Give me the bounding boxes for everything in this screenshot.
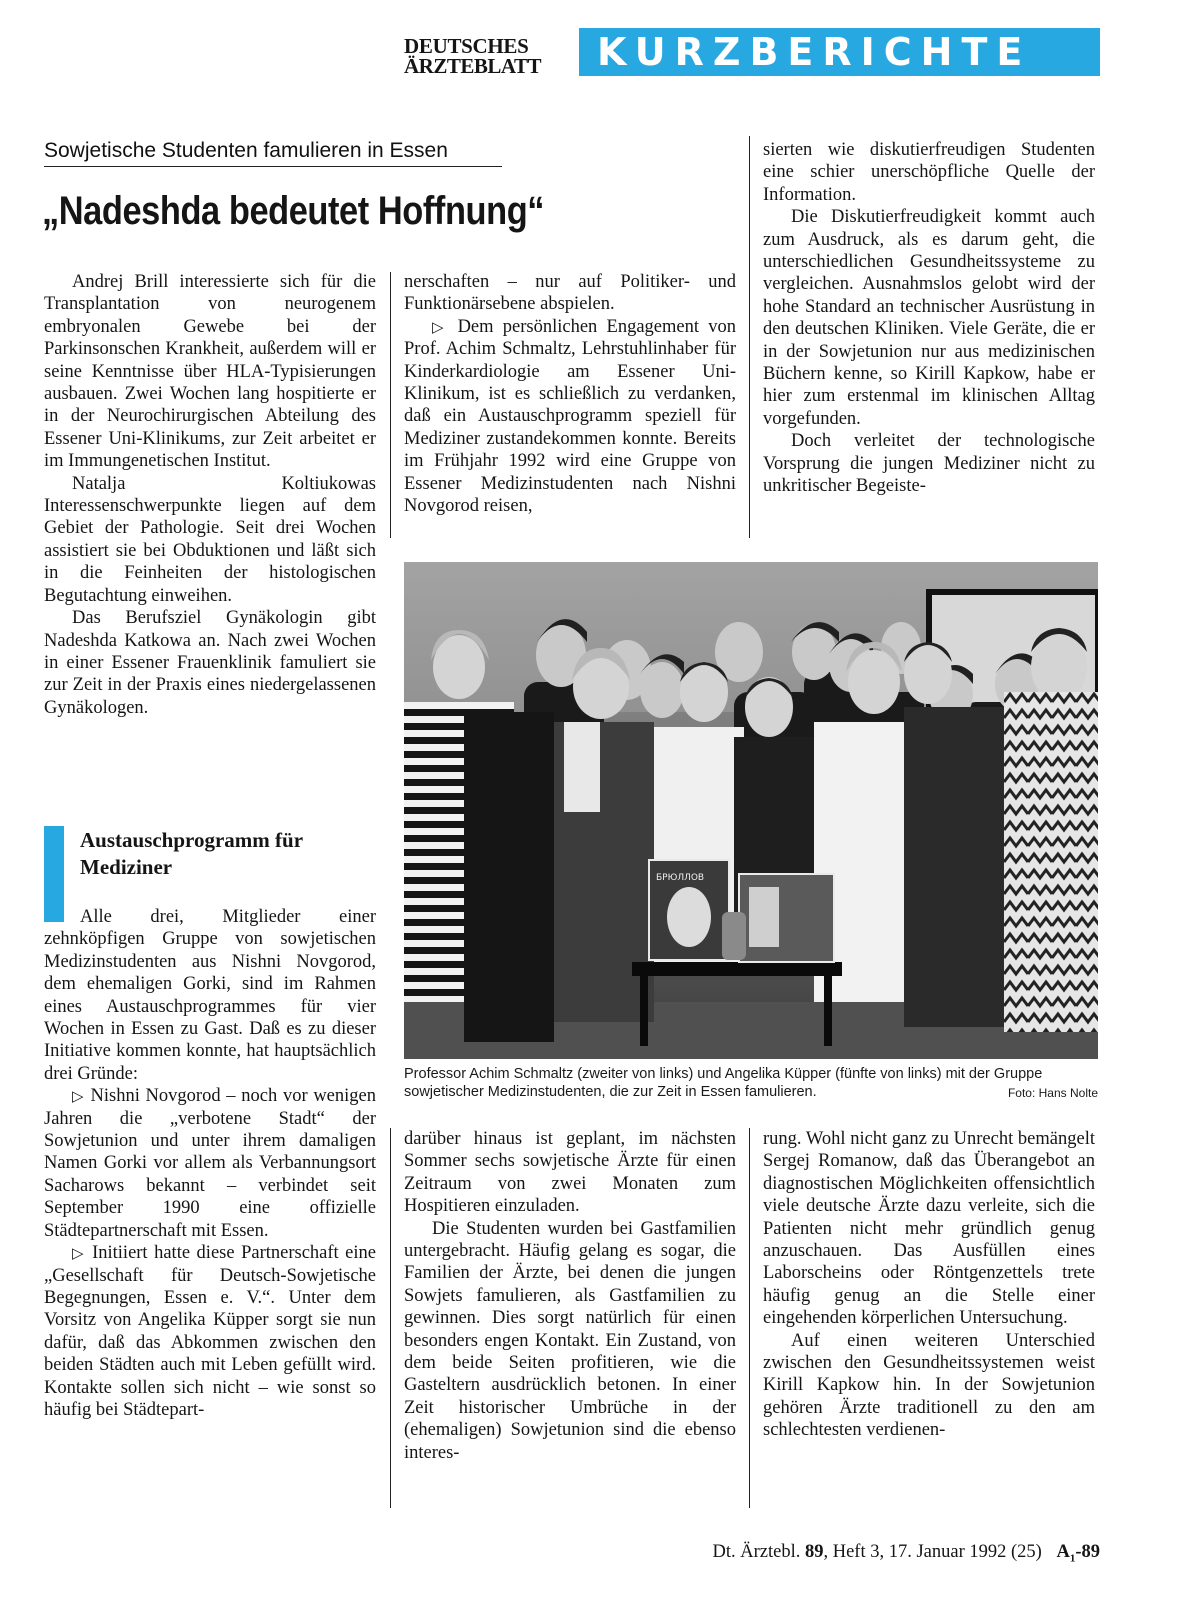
- masthead-logo: [404, 36, 564, 76]
- paragraph: rung. Wohl nicht ganz zu Unrecht bemängelt Sergej Romanow, daß das Überangebot an diagnostischen Möglichkeiten offensichtlich viele deutsche Ärzte dazu verleite, sich die Patienten nicht mehr gründlich genug anzuschauen. Das Ausfüllen eines Laborscheins oder Röntgenzettels trete häufig genug an die Stelle einer eingehenden körperlichen Untersuchung.: [763, 1129, 1095, 1329]
- footer-issue: , Heft 3, 17. Januar 1992 (25): [823, 1542, 1042, 1562]
- triangle-bullet-icon: ▷: [72, 1244, 93, 1263]
- column-3-bottom: [763, 1128, 1095, 1442]
- kicker-underline: [44, 166, 502, 167]
- photo-credit: Foto: Hans Nolte: [1007, 1085, 1098, 1100]
- subhead: Austauschprogramm für Mediziner: [80, 828, 303, 879]
- triangle-bullet-icon: ▷: [72, 1087, 91, 1106]
- column-2-bottom: [404, 1128, 736, 1464]
- paragraph: Natalja Koltiukowas Interessenschwerpunkte liegen auf dem Gebiet der Pathologie. Seit drei Wochen assistiert sie bei Obduktionen und läßt sich in die Feinheiten der histologischen Begutachtung einweihen.: [44, 473, 376, 606]
- paragraph: Auf einen weiteren Unterschied zwischen den Gesundheitssystemen weist Kirill Kapkow hin. In der Sowjetunion gehören Ärzte traditionell zu den am schlechtesten verdienen-: [763, 1330, 1095, 1441]
- footer-journal: Dt. Ärztebl.: [712, 1542, 801, 1562]
- column-rule: [749, 1128, 750, 1508]
- logo-line-2: ÄRZTEBLATT: [404, 54, 541, 78]
- paragraph: darüber hinaus ist geplant, im nächsten Sommer sechs sowjetische Ärzte für einen Zeitraum von zwei Monaten zum Hospitieren einzuladen.: [404, 1129, 736, 1217]
- paragraph: Die Diskutierfreudigkeit kommt auch zum Ausdruck, als es darum geht, die unterschiedlichen Gesundheitssysteme zu vergleichen. Ausnahmslos gelobt wird der hohe Standard an technischer Ausrüstung in den deutschen Kliniken. Viele Geräte, die er in der Sowjetunion nur aus medizinischen Büchern kenne, so Kirill Kapkow, habe er hier zum erstenmal im klinischen Alltag vorgefunden.: [763, 207, 1095, 429]
- article-kicker: Sowjetische Studenten famulieren in Essen: [44, 139, 448, 162]
- paragraph: sierten wie diskutierfreudigen Studenten eine schier unerschöpfliche Quelle der Information.: [763, 140, 1095, 205]
- paragraph: ▷ Initiiert hatte diese Partnerschaft eine „Gesellschaft für Deutsch-Sowjetische Begegnungen, Essen e. V.“. Unter dem Vorsitz von Angelika Küpper sorgt sie nun dafür, daß das Abkommen zwischen den beiden Städten auch mit Leben gefüllt wird. Kontakte sollen sich nicht – wie sonst so häufig bei Städtepart-: [44, 1243, 376, 1420]
- photo-caption: [404, 1066, 1098, 1102]
- paragraph: Das Berufsziel Gynäkologin gibt Nadeshda Katkowa an. Nach zwei Wochen in einer Essener Frauenklinik famuliert sie zur Zeit in der Praxis eines niedergelassenen Gynäkologen.: [44, 608, 376, 718]
- page-footer: [640, 1540, 1100, 1571]
- paragraph: nerschaften – nur auf Politiker- und Funktionärsebene abspielen.: [404, 272, 736, 315]
- section-banner: [579, 28, 1100, 76]
- column-rule: [390, 272, 391, 538]
- paragraph: Die Studenten wurden bei Gastfamilien untergebracht. Häufig gelang es sogar, die Familien der Ärzte, bei denen die jungen Sowjets famulieren, als Gastfamilien zu gewinnen. Dies sorgt natürlich für einen besonders engen Kontakt. Ein Zustand, von dem beide Seiten profitieren, wie die Gasteltern ausdrücklich betonen. In einer Zeit historischer Umbrüche in der (ehemaligen) Sowjetunion sind die ebenso interes-: [404, 1218, 736, 1463]
- group-photo-illustration: [404, 562, 1098, 1059]
- paragraph: Andrej Brill interessierte sich für die Transplantation von neurogenem embryonalen Gewebe bei der Parkinsonschen Krankheit, außerdem will er seine Kenntnisse über HLA-Typisierungen ausbauen. Zwei Wochen lang hospitierte er in der Neurochirurgischen Abteilung des Essener Uni-Klinikums, zur Zeit arbeitet er im Immungenetischen Institut.: [44, 272, 376, 472]
- paragraph: ▷ Dem persönlichen Engagement von Prof. Achim Schmaltz, Lehrstuhlinhaber für Kinderkardiologie am Essener Uni-Klinikum, ist es schließlich zu verdanken, daß ein Austauschprogramm speziell für Mediziner zustandekommen konnte. Bereits im Frühjahr 1992 wird eine Gruppe von Essener Medizinstudenten nach Nishni Novgorod reisen,: [404, 316, 737, 517]
- paragraph: Doch verleitet der technologische Vorsprung die jungen Mediziner nicht zu unkritischer Begeiste-: [763, 431, 1095, 497]
- footer-volume: 89: [804, 1542, 824, 1562]
- paragraph: Alle drei, Mitglieder einer zehnköpfigen Gruppe von sowjetischen Medizinstudenten aus Nishni Novgorod, dem ehemaligen Gorki, sind im Rahmen eines Austauschprogrammes für vier Wochen in Essen zu Gast. Daß es zu dieser Initiative kommen konnte, hat hauptsächlich drei Gründe:: [44, 907, 376, 1084]
- group-photo: [404, 562, 1098, 1059]
- triangle-bullet-icon: ▷: [432, 317, 458, 336]
- caption-text: Professor Achim Schmaltz (zweiter von links) und Angelika Küpper (fünfte von links) mit der Gruppe sowjetischer Medizinstudenten, die zur Zeit in Essen famulieren.: [404, 1066, 1043, 1100]
- column-2-top: [404, 271, 736, 517]
- logo-line-1: DEUTSCHES: [404, 34, 529, 58]
- article-headline: „Nadeshda bedeutet Hoffnung“: [42, 189, 545, 233]
- column-1-top: [44, 271, 376, 719]
- paragraph: ▷ Nishni Novgorod – noch vor wenigen Jahren die „verbotene Stadt“ der Sowjetunion und unter ihrem damaligen Namen Gorki vor allem als Verbannungsort Sacharows bekannt – verbindet seit September 1990 eine offizielle Städtepartnerschaft mit Essen.: [44, 1086, 376, 1241]
- column-1-bottom: [44, 906, 376, 1421]
- book-title: БРЮЛЛОВ: [656, 873, 705, 883]
- column-rule: [390, 1128, 391, 1508]
- section-title: KURZBERICHTE: [597, 30, 1032, 74]
- footer-page-number: $A_1-89$: [1056, 1542, 1100, 1565]
- column-rule: [749, 136, 750, 538]
- column-3-top: [763, 139, 1095, 498]
